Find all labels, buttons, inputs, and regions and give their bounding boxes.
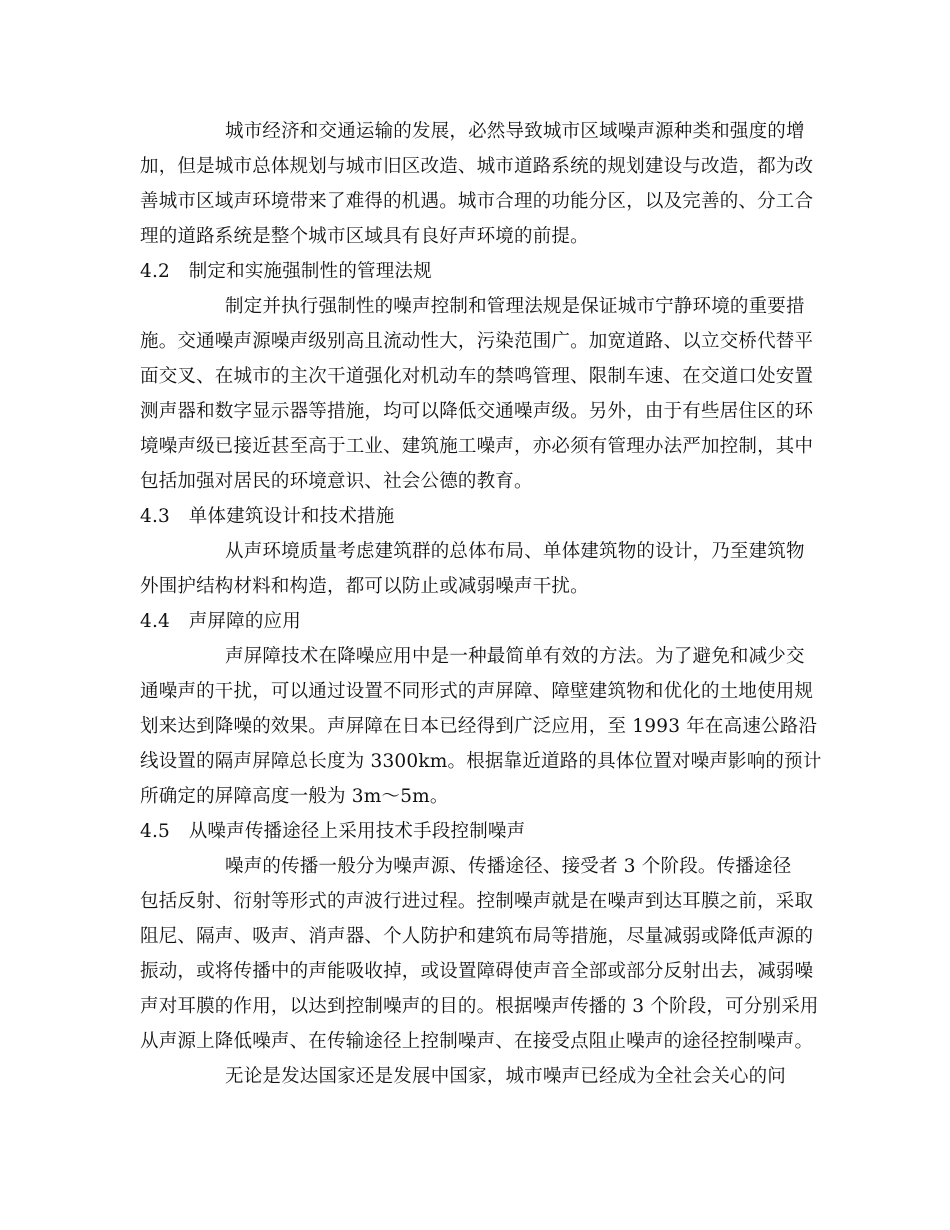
paragraph-line: 从声环境质量考虑建筑群的总体布局、单体建筑物的设计，乃至建筑物 (225, 541, 805, 562)
paragraph-line: 善城市区域声环境带来了难得的机遇。城市合理的功能分区，以及完善的、分工合 (140, 191, 814, 212)
section-heading-4-4: 4.4 声屏障的应用 (140, 611, 301, 632)
paragraph-line: 测声器和数字显示器等措施，均可以降低交通噪声级。另外，由于有些居住区的环 (140, 401, 814, 422)
paragraph-line: 阻尼、隔声、吸声、消声器、个人防护和建筑布局等措施，尽量减弱或降低声源的 (140, 926, 814, 947)
paragraph-line: 所确定的屏障高度一般为 3m～5m。 (140, 786, 449, 807)
paragraph-line: 理的道路系统是整个城市区域具有良好声环境的前提。 (140, 226, 589, 247)
section-heading-4-3: 4.3 单体建筑设计和技术措施 (140, 506, 395, 527)
paragraph-line: 施。交通噪声源噪声级别高且流动性大，污染范围广。加宽道路、以立交桥代替平 (140, 331, 814, 352)
paragraph-line: 加，但是城市总体规划与城市旧区改造、城市道路系统的规划建设与改造，都为改 (140, 156, 814, 177)
paragraph-line: 线设置的隔声屏障总长度为 3300km。根据靠近道路的具体位置对噪声影响的预计 (140, 751, 822, 772)
paragraph-line: 面交叉、在城市的主次干道强化对机动车的禁鸣管理、限制车速、在交道口处安置 (140, 366, 814, 387)
paragraph-line: 通噪声的干扰，可以通过设置不同形式的声屏障、障壁建筑物和优化的土地使用规 (140, 681, 814, 702)
paragraph-line: 噪声的传播一般分为噪声源、传播途径、接受者 3 个阶段。传播途径 (225, 856, 792, 877)
paragraph-line: 制定并执行强制性的噪声控制和管理法规是保证城市宁静环境的重要措 (225, 296, 805, 317)
paragraph-line: 包括加强对居民的环境意识、社会公德的教育。 (140, 471, 533, 492)
paragraph-line: 从声源上降低噪声、在传输途径上控制噪声、在接受点阻止噪声的途径控制噪声。 (140, 1031, 814, 1052)
paragraph-line: 包括反射、衍射等形式的声波行进过程。控制噪声就是在噪声到达耳膜之前，采取 (140, 891, 814, 912)
paragraph-line: 无论是发达国家还是发展中国家，城市噪声已经成为全社会关心的问 (225, 1066, 787, 1087)
paragraph-line: 声屏障技术在降噪应用中是一种最简单有效的方法。为了避免和减少交 (225, 646, 805, 667)
paragraph-line: 城市经济和交通运输的发展，必然导致城市区域噪声源种类和强度的增 (225, 121, 805, 142)
section-heading-4-2: 4.2 制定和实施强制性的管理法规 (140, 261, 432, 282)
paragraph-line: 振动，或将传播中的声能吸收掉，或设置障碍使声音全部或部分反射出去，减弱噪 (140, 961, 814, 982)
paragraph-line: 划来达到降噪的效果。声屏障在日本已经得到广泛应用，至 1993 年在高速公路沿 (140, 716, 818, 737)
paragraph-line: 声对耳膜的作用，以达到控制噪声的目的。根据噪声传播的 3 个阶段，可分别采用 (140, 996, 819, 1017)
paragraph-line: 外围护结构材料和构造，都可以防止或减弱噪声干扰。 (140, 576, 589, 597)
section-heading-4-5: 4.5 从噪声传播途径上采用技术手段控制噪声 (140, 821, 526, 842)
paragraph-line: 境噪声级已接近甚至高于工业、建筑施工噪声，亦必须有管理办法严加控制，其中 (140, 436, 814, 457)
